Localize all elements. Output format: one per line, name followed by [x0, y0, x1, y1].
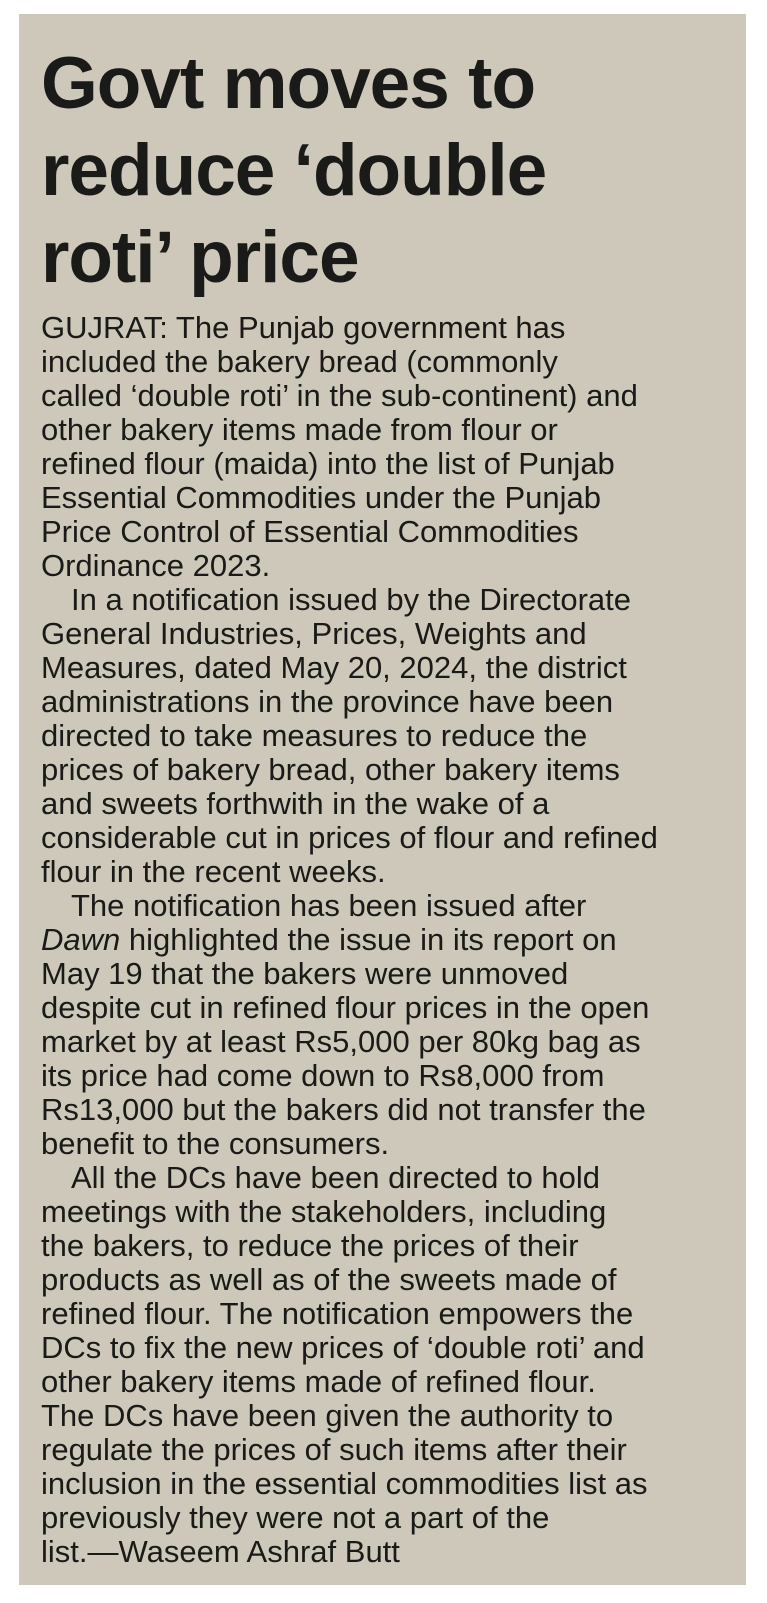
text-line: products as well as of the sweets made of [41, 1262, 617, 1297]
text-line: meetings with the stakeholders, including [41, 1194, 607, 1229]
text-line: included the bakery bread (commonly [41, 344, 558, 379]
headline-line: roti’ price [41, 217, 359, 298]
headline-line: reduce ‘double [41, 130, 547, 211]
text-line: regulate the prices of such items after their [41, 1432, 627, 1467]
text-line: directed to take measures to reduce the [41, 718, 588, 753]
text-line: DCs to fix the new prices of ‘double roti’ and [41, 1330, 645, 1365]
text-line: The notification has been issued after [71, 888, 587, 923]
text-line: Price Control of Essential Commodities [41, 514, 579, 549]
byline: list.—Waseem Ashraf Butt [41, 1534, 400, 1569]
text-line: benefit to the consumers. [41, 1126, 390, 1161]
paragraph-3 [41, 889, 724, 1161]
text-line: other bakery items made of refined flour. [41, 1364, 596, 1399]
text-line: previously they were not a part of the [41, 1500, 550, 1535]
text-line: General Industries, Prices, Weights and [41, 616, 587, 651]
text-line: Measures, dated May 20, 2024, the district [41, 650, 627, 685]
text-line: refined flour. The notification empowers the [41, 1296, 634, 1331]
text-line: inclusion in the essential commodities list as [41, 1466, 648, 1501]
headline [41, 40, 724, 301]
paragraph-2 [41, 583, 724, 889]
text-line: administrations in the province have been [41, 684, 614, 719]
text-fragment: highlighted the issue in its report on [120, 922, 617, 957]
text-line: called ‘double roti’ in the sub-continent) and [41, 378, 638, 413]
text-line: In a notification issued by the Directorate [71, 582, 632, 617]
text-line: The DCs have been given the authority to [41, 1398, 614, 1433]
text-line: the bakers, to reduce the prices of their [41, 1228, 579, 1263]
text-line [41, 923, 724, 957]
text-line: despite cut in refined flour prices in the open [41, 990, 650, 1025]
news-clipping [19, 14, 746, 1585]
text-line: Essential Commodities under the Punjab [41, 480, 602, 515]
paragraph-4 [41, 1161, 724, 1569]
text-line: other bakery items made from flour or [41, 412, 558, 447]
text-line: refined flour (maida) into the list of Punjab [41, 446, 615, 481]
text-line: Ordinance 2023. [41, 548, 271, 583]
text-line: and sweets forthwith in the wake of a [41, 786, 550, 821]
text-line: considerable cut in prices of flour and refined [41, 820, 658, 855]
text-line: Rs13,000 but the bakers did not transfer the [41, 1092, 646, 1127]
text-line: GUJRAT: The Punjab government has [41, 310, 566, 345]
text-line: May 19 that the bakers were unmoved [41, 956, 569, 991]
text-line: its price had come down to Rs8,000 from [41, 1058, 605, 1093]
text-line: flour in the recent weeks. [41, 854, 386, 889]
publication-name: Dawn [41, 922, 121, 957]
article-body [41, 311, 724, 1569]
headline-line: Govt moves to [41, 43, 536, 124]
paragraph-1 [41, 311, 724, 583]
text-line: market by at least Rs5,000 per 80kg bag as [41, 1024, 641, 1059]
text-line: All the DCs have been directed to hold [71, 1160, 601, 1195]
text-line: prices of bakery bread, other bakery items [41, 752, 620, 787]
